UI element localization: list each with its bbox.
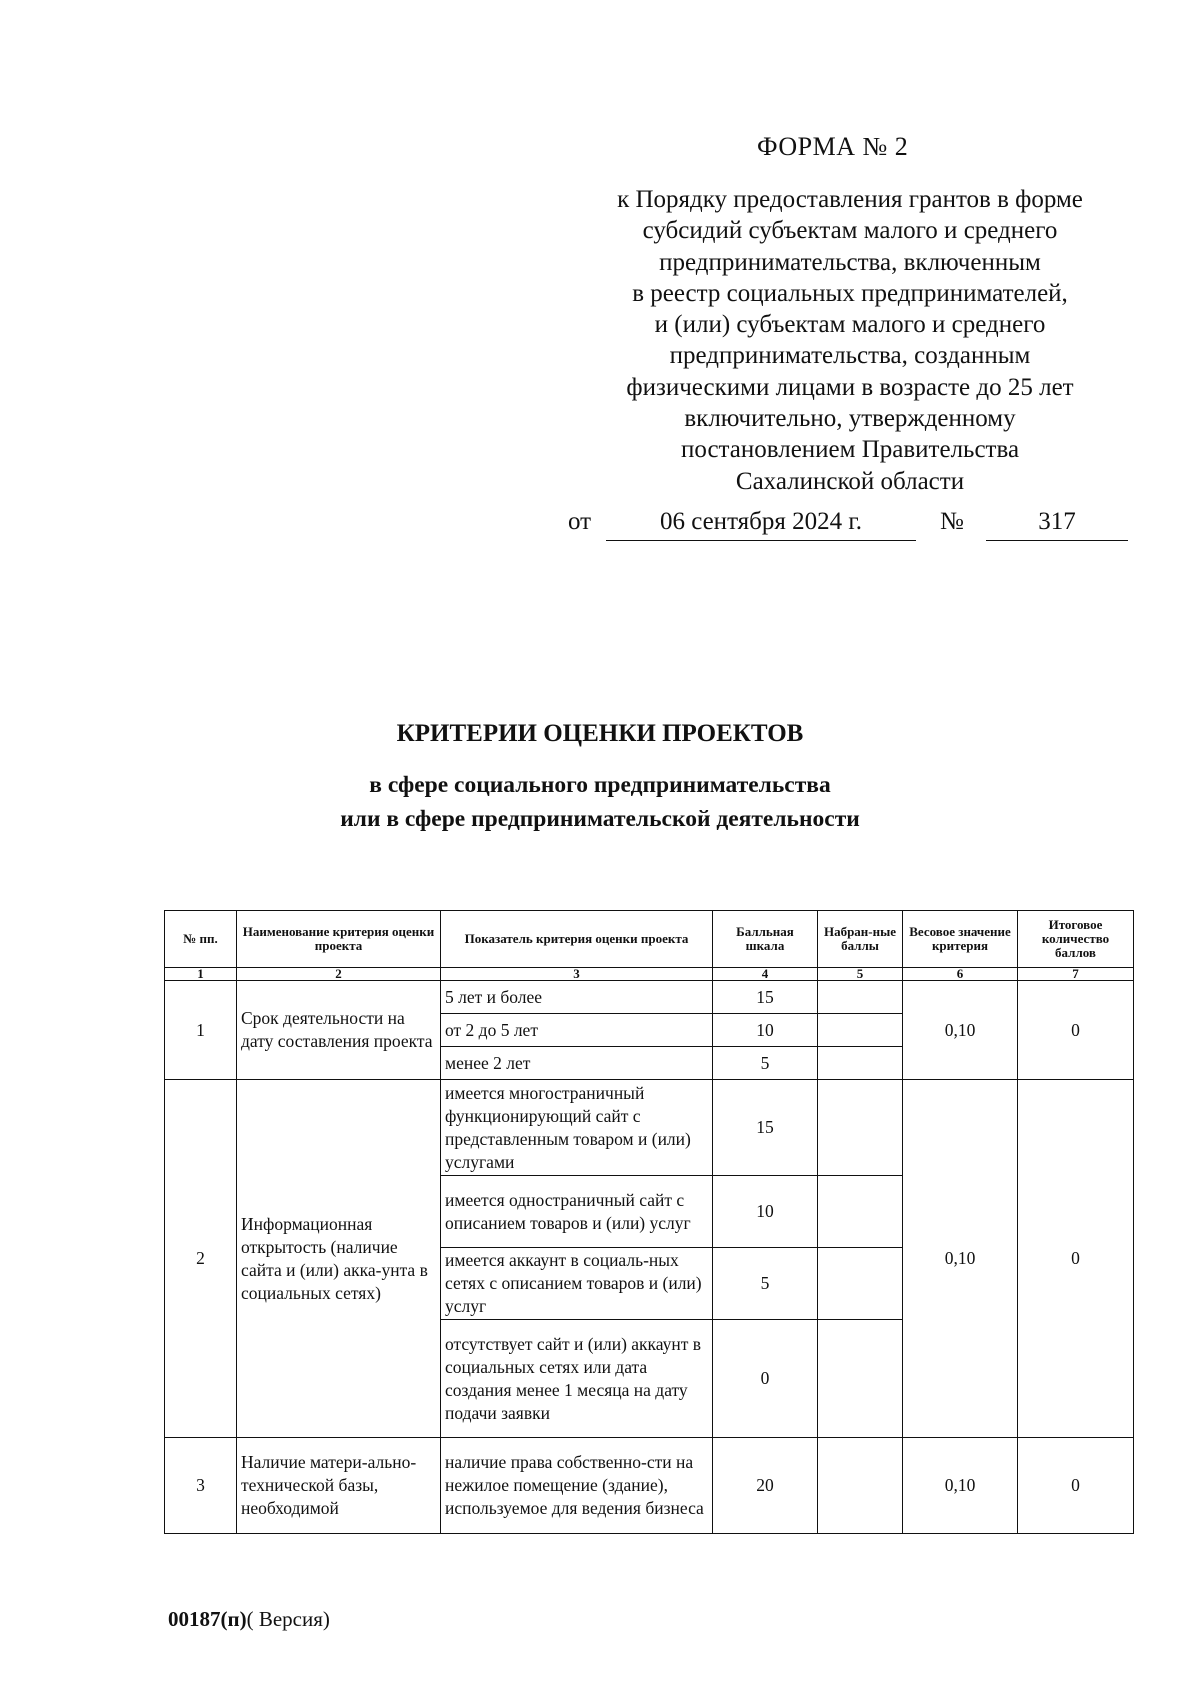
order-line: включительно, утвержденному [684,405,1016,433]
total-value: 0 [1018,981,1134,1080]
indicator-text: 5 лет и более [441,981,713,1014]
table-row [165,1080,1134,1176]
row-number: 1 [165,981,237,1080]
criterion-name: Наличие матери-ально-технической базы, необходимой [237,1438,441,1534]
col-header-earned: Набран-ные баллы [818,911,903,968]
col-header-indicator: Показатель критерия оценки проекта [441,911,713,968]
score-value: 0 [713,1320,818,1438]
score-value: 5 [713,1248,818,1320]
order-line: к Порядку предоставления грантов в форме [617,186,1083,213]
column-number: 1 [165,968,237,981]
document-footer [168,1607,330,1632]
indicator-text: от 2 до 5 лет [441,1014,713,1047]
column-number: 4 [713,968,818,981]
order-line: в реестр социальных предпринимателей, [632,279,1068,307]
earned-points [818,981,903,1014]
column-number: 2 [237,968,441,981]
date-prefix: от [568,508,592,535]
indicator-text: имеется аккаунт в социаль-ных сетях с описанием товаров и (или) услуг [441,1248,713,1320]
document-code: 00187(п) [168,1607,247,1631]
col-header-scale: Балльная шкала [713,911,818,968]
criterion-name: Срок деятельности на дату составления проекта [237,981,441,1080]
column-number: 7 [1018,968,1134,981]
resolution-date-row [568,508,1128,542]
earned-points [818,1438,903,1534]
row-number: 2 [165,1080,237,1438]
row-number: 3 [165,1438,237,1534]
indicator-text: имеется многостраничный функционирующий сайт с представленным товаром и (или) услугами [441,1080,713,1176]
col-header-criterion: Наименование критерия оценки проекта [237,911,441,968]
subtitle-line: или в сфере предпринимательской деятельности [340,806,860,832]
document-title: КРИТЕРИИ ОЦЕНКИ ПРОЕКТОВ [396,720,804,747]
header-row [165,911,1134,968]
column-number: 3 [441,968,713,981]
earned-points [818,1320,903,1438]
column-number: 6 [903,968,1018,981]
order-line: и (или) субъектам малого и среднего [654,311,1046,339]
indicator-text: наличие права собственно-сти на нежилое помещение (здание), используемое для ведения бизнеса [441,1438,713,1534]
order-line: постановлением Правительства [680,436,1020,464]
criterion-name: Информационная открытость (наличие сайта и (или) акка-унта в социальных сетях) [237,1080,441,1438]
form-number-title: ФОРМА № 2 [757,132,909,161]
order-line: предпринимательства, включенным [659,248,1041,276]
score-value: 5 [713,1047,818,1080]
table-row [165,981,1134,1014]
col-header-total: Итоговое количество баллов [1018,911,1134,968]
weight-value: 0,10 [903,981,1018,1080]
resolution-number: 317 [986,508,1128,541]
subtitle-line: в сфере социального предпринимательства [369,772,831,798]
document-subtitle [0,768,1200,836]
criteria-table [164,910,1134,1534]
score-value: 15 [713,981,818,1014]
resolution-date: 06 сентября 2024 г. [606,508,916,541]
total-value: 0 [1018,1080,1134,1438]
score-value: 20 [713,1438,818,1534]
score-value: 10 [713,1176,818,1248]
weight-value: 0,10 [903,1438,1018,1534]
earned-points [818,1047,903,1080]
indicator-text: имеется одностраничный сайт с описанием товаров и (или) услуг [441,1176,713,1248]
order-line: предпринимательства, созданным [669,342,1031,370]
weight-value: 0,10 [903,1080,1018,1438]
table-row [165,1438,1134,1534]
col-header-num: № пп. [165,911,237,968]
column-number: 5 [818,968,903,981]
document-version: ( Версия) [246,1607,330,1631]
score-value: 15 [713,1080,818,1176]
score-value: 10 [713,1014,818,1047]
order-line: субсидий субъектам малого и среднего [642,217,1058,245]
indicator-text: отсутствует сайт и (или) аккаунт в социальных сетях или дата создания менее 1 месяца на дату подачи заявки [441,1320,713,1438]
number-prefix: № [940,508,964,535]
order-line: Сахалинской области [735,467,965,495]
earned-points [818,1176,903,1248]
order-reference [560,184,1140,497]
total-value: 0 [1018,1438,1134,1534]
earned-points [818,1248,903,1320]
col-header-weight: Весовое значение критерия [903,911,1018,968]
order-line: физическими лицами в возрасте до 25 лет [626,373,1074,401]
column-numbers-row [165,968,1134,981]
earned-points [818,1080,903,1176]
indicator-text: менее 2 лет [441,1047,713,1080]
earned-points [818,1014,903,1047]
